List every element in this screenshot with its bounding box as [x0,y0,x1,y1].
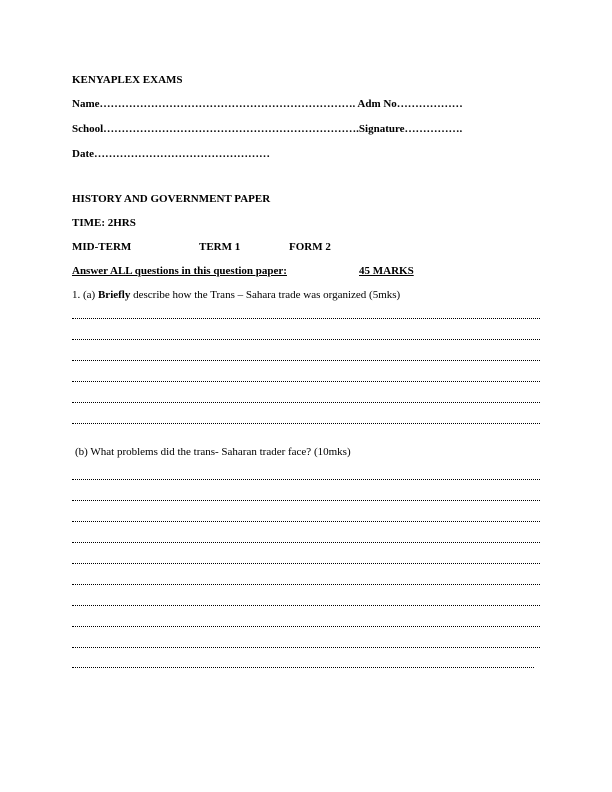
answer-line [72,584,540,585]
school-signature-line: School…………………………………………………………….Signature……………. [72,123,463,135]
answer-line [72,647,540,648]
question-1a-bold-word: Briefly [97,289,131,301]
answer-line [72,521,540,522]
total-marks: 45 MARKS [359,265,414,277]
instructions: Answer ALL questions in this question paper: [72,265,287,277]
time-label: TIME: 2HRS [72,217,136,229]
form-label: FORM 2 [289,241,331,253]
question-1a-text: describe how the Trans – Sahara trade was organized (5mks) [130,289,401,301]
answer-line [72,423,540,424]
name-adm-line: Name……………………………………………………………. Adm No……………… [72,98,463,110]
answer-line [72,479,540,480]
answer-line [72,563,540,564]
mid-term-label: MID-TERM [72,241,132,253]
answer-line [72,318,540,319]
date-line: Date………………………………………… [72,148,270,160]
answer-line [72,500,540,501]
question-1a [72,288,400,302]
paper-title: HISTORY AND GOVERNMENT PAPER [72,193,271,205]
answer-line [72,605,540,606]
answer-line [72,626,540,627]
answer-line [72,402,540,403]
answer-line [72,542,540,543]
exam-org-title: KENYAPLEX EXAMS [72,74,183,86]
question-1b: (b) What problems did the trans- Saharan trader face? (10mks) [75,446,351,458]
answer-line [72,667,534,668]
question-1a-prefix: 1. (a) [72,289,98,301]
answer-line [72,360,540,361]
answer-line [72,339,540,340]
answer-line [72,381,540,382]
term-label: TERM 1 [199,241,241,253]
